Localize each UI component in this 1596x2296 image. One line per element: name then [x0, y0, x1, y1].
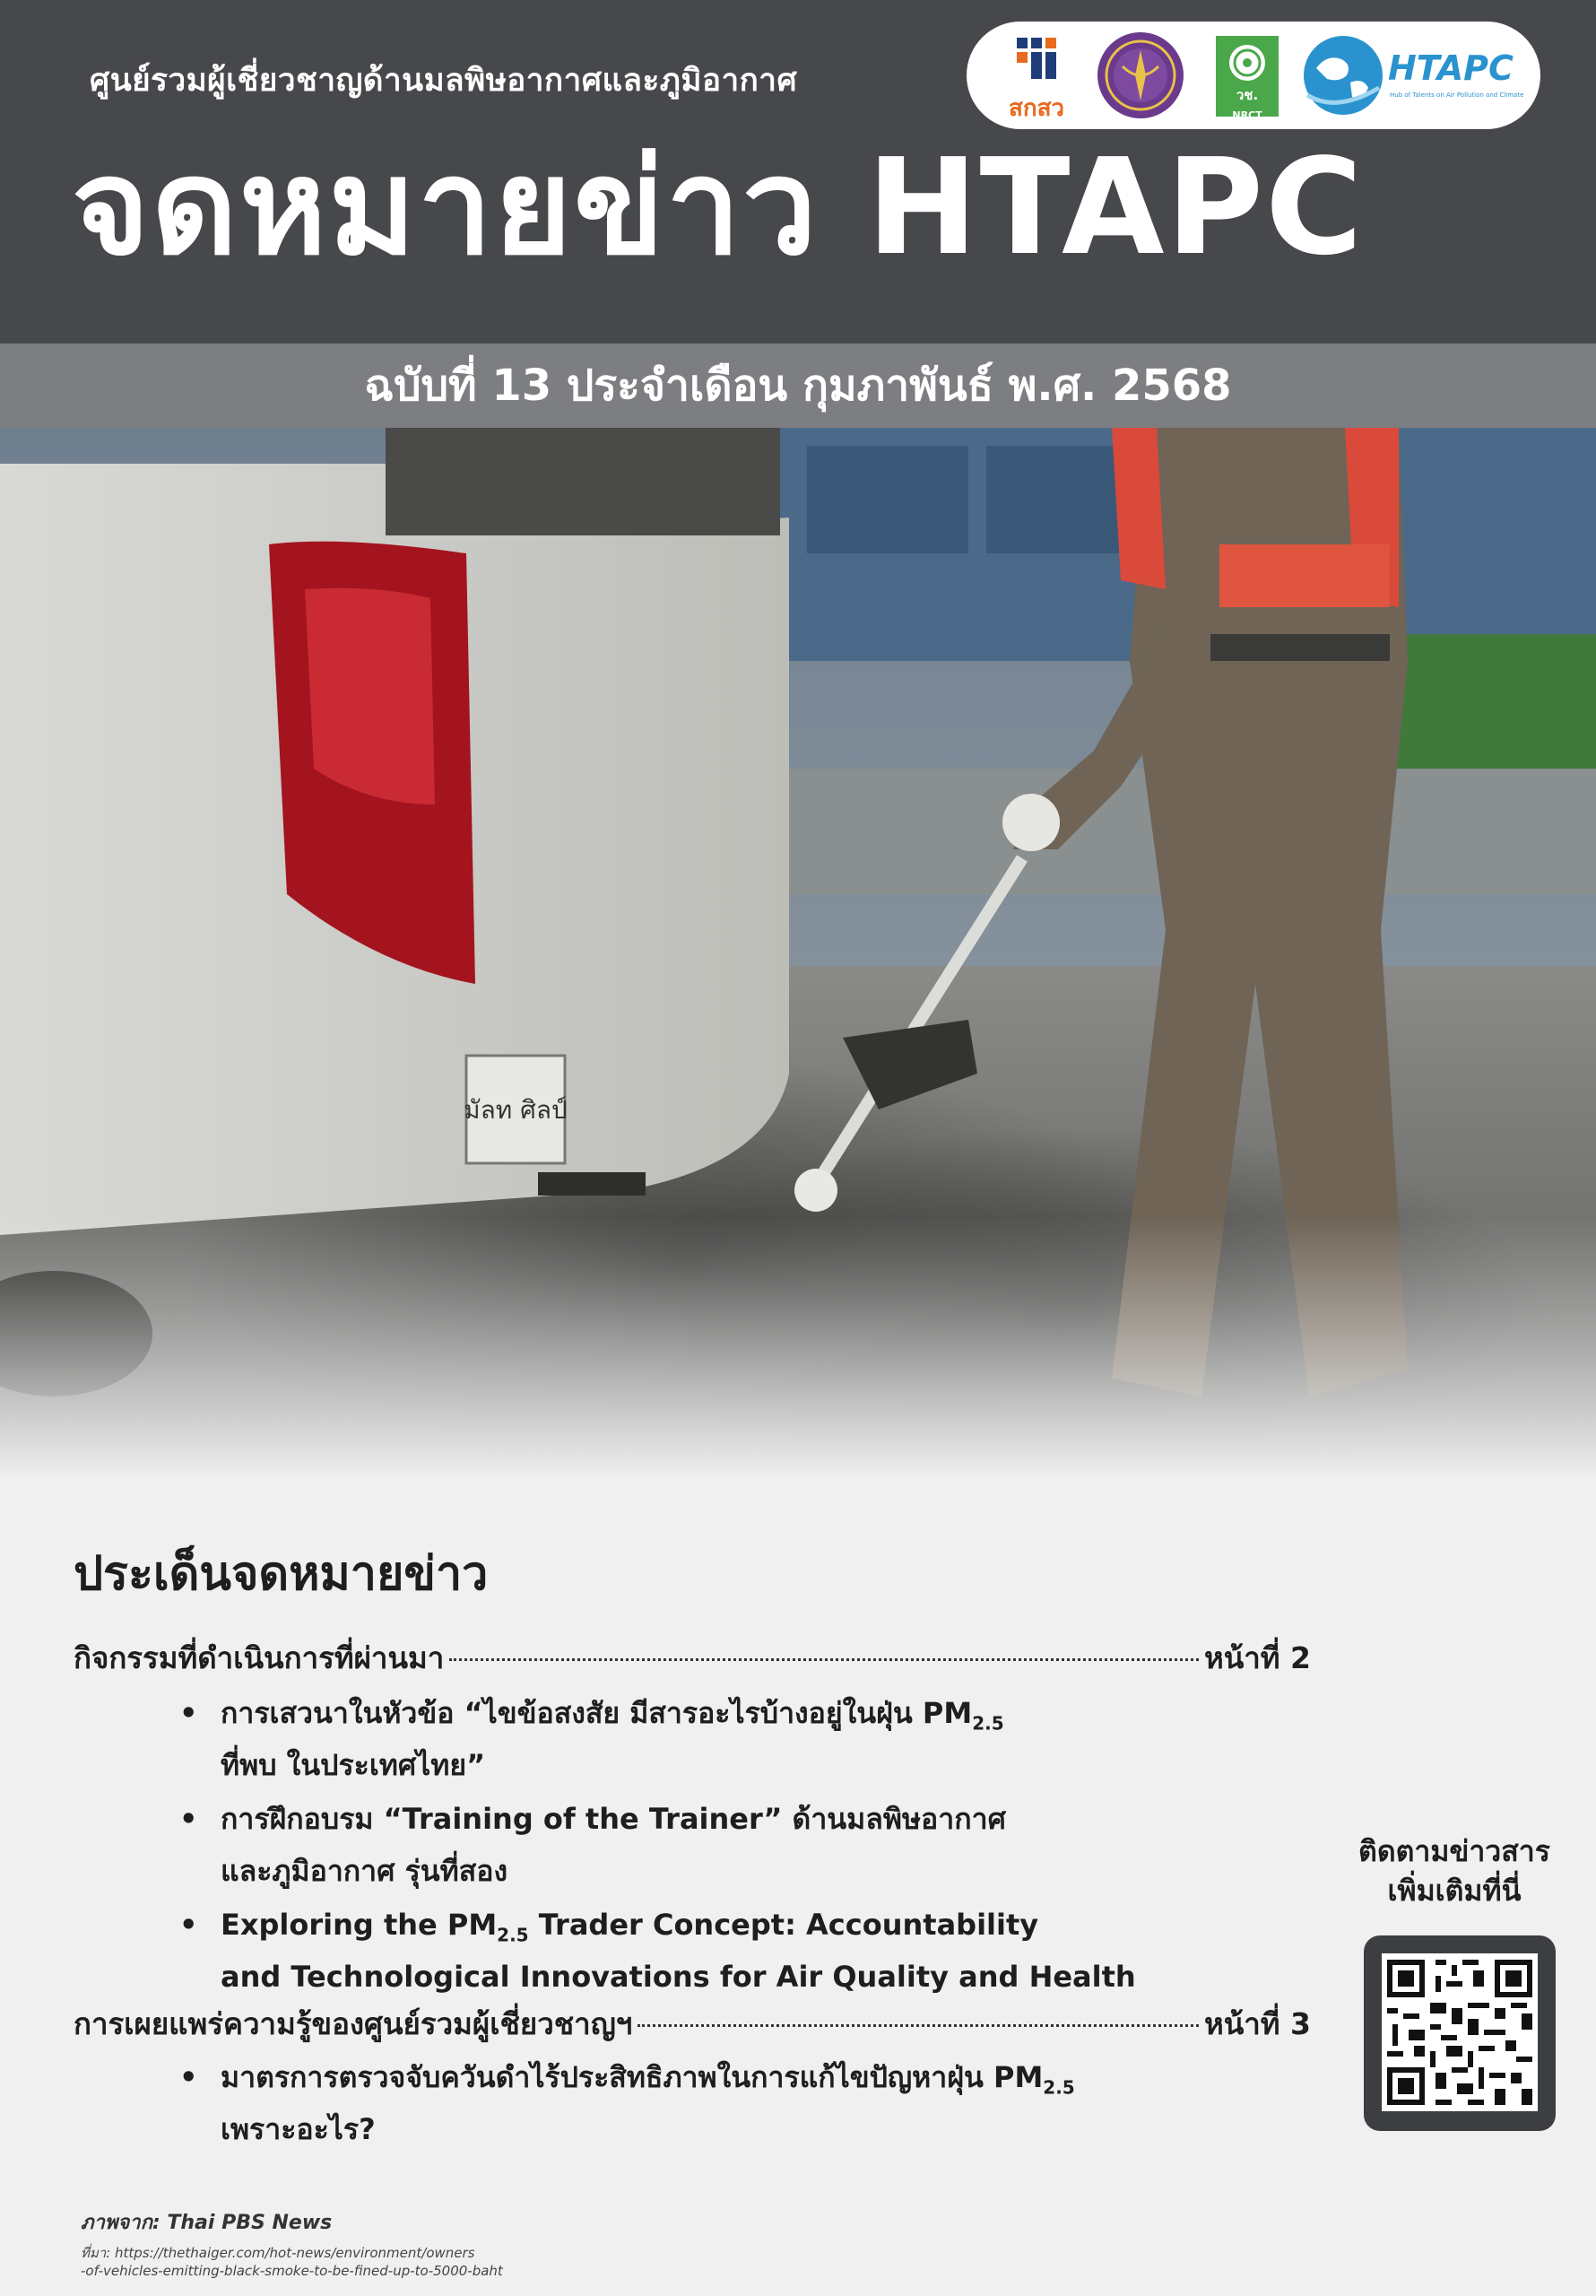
toc-section-title: กิจกรรมที่ดำเนินการที่ผ่านมา — [74, 1640, 445, 1675]
bullet-icon: • — [179, 1696, 198, 1730]
tsri-logo — [1004, 34, 1069, 122]
htapc-logo-subtitle: Hub of Talents on Air Pollution and Climate — [1390, 91, 1524, 99]
dotted-leader — [449, 1658, 1199, 1661]
nrct-logo — [1216, 36, 1279, 121]
partner-logos — [967, 22, 1540, 129]
newsletter-title: จดหมายข่าว HTAPC — [72, 130, 1365, 284]
photo-credit: ภาพจาก: Thai PBS News — [81, 2212, 333, 2234]
nrct-logo-label: วช. NRCT — [1232, 87, 1262, 121]
qr-code-icon — [1382, 1953, 1538, 2111]
bullet-icon: • — [179, 1908, 198, 1942]
issue-band — [0, 344, 1596, 428]
qr-code[interactable] — [1364, 1935, 1556, 2131]
toc-section-activities[interactable] — [74, 1634, 1311, 1682]
toc-heading: ประเด็นจดหมายข่าว — [74, 1547, 489, 1601]
htapc-logo — [1300, 32, 1524, 118]
toc-page-number: หน้าที่ 3 — [1203, 2006, 1311, 2041]
toc-section-title: การเผยแพร่ความรู้ของศูนย์รวมผู้เชี่ยวชาญฯ — [74, 2006, 633, 2041]
dotted-leader — [638, 2024, 1199, 2027]
bullet-icon: • — [179, 1802, 198, 1836]
ministry-seal-icon — [1096, 30, 1185, 120]
issue-label: ฉบับที่ 13 ประจำเดือน กุมภาพันธ์ พ.ศ. 2568 — [364, 361, 1232, 411]
cover-photo — [0, 428, 1596, 1480]
htapc-logo-label: HTAPC — [1388, 48, 1514, 88]
source-reference: ที่มา: https://thethaiger.com/hot-news/environment/owners -of-vehicles-emitting-black-smoke-to-be-fined-up-to-5000-baht — [81, 2245, 503, 2279]
org-name: ศูนย์รวมผู้เชี่ยวชาญด้านมลพิษอากาศและภูมิอากาศ — [90, 63, 798, 99]
tsri-logo-label: สกสว — [1008, 95, 1065, 122]
follow-prompt: ติดตามข่าวสาร เพิ่มเติมที่นี่ — [1358, 1834, 1550, 1908]
toc-page-number: หน้าที่ 2 — [1203, 1640, 1311, 1675]
masthead — [0, 0, 1596, 344]
bullet-icon: • — [179, 2060, 198, 2094]
toc-section-knowledge[interactable] — [74, 2000, 1311, 2048]
